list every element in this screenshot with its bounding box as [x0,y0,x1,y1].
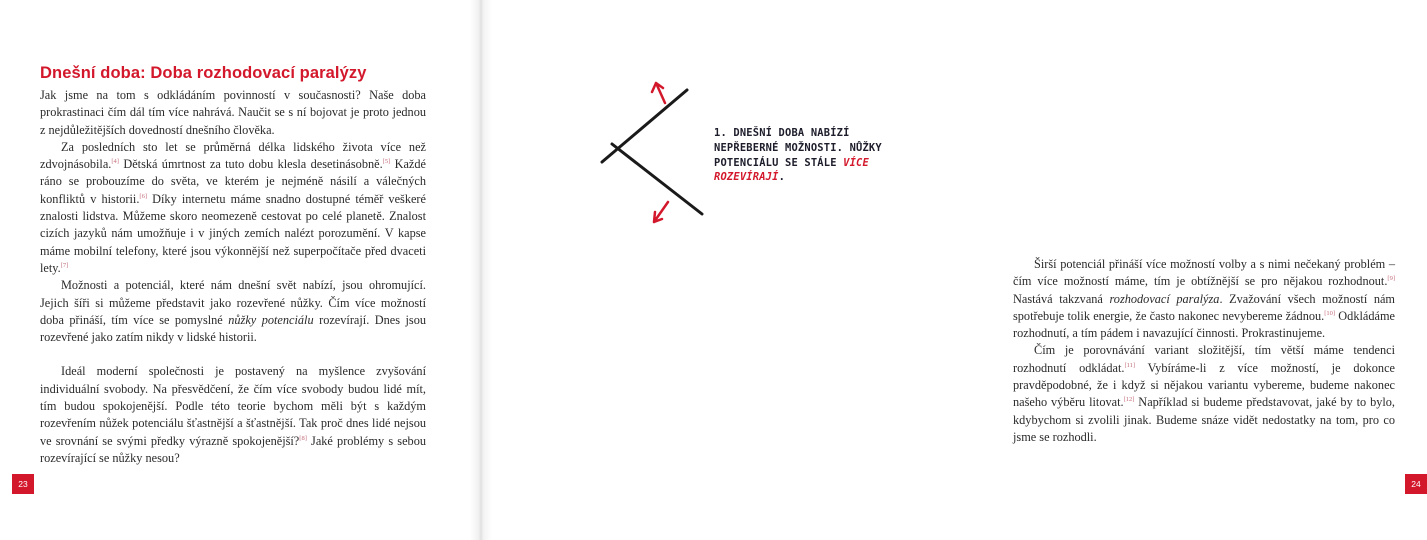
page-number-right: 24 [1405,474,1427,494]
footnote-ref[interactable]: [10] [1324,309,1336,317]
paragraph: Za posledních sto let se průměrná délka lidského života více než zdvojnásobila.[4] Dětská úmrtnost za tuto dobu klesla desetinásobně.[5] Každé ráno se probouzíme do světa, ve kterém je nejméně násilí a válečných konfliktů v historii.[6] Díky internetu máme snadno dostupné téměř veškeré znalosti lidstva. Můžeme skoro neomezeně cestovat po celé planetě. Znalost cizích jazyků nám umožňuje i v jiných zemích nalézt porozumění. V kapse máme mobilní telefony, které jsou výkonnější než superpočítače před dvaceti lety.[7] [40,139,427,275]
diagram-caption: 1. DNEŠNÍ DOBA NABÍZÍ NEPŘEBERNÉ MOŽNOSTI. NŮŽKY POTENCIÁLU SE STÁLE VÍCE ROZEVÍRAJÍ. [714,127,882,184]
arrow-up-icon [652,83,665,103]
book-spine [470,0,492,540]
paragraph: Ideál moderní společnosti je postavený na myšlence zvyšování individuální svobody. Na přesvědčení, že čím více svobody budou lidé mít, tím budou spokojenější. Podle této teorie bychom měli být s každým rozevřením nůžek potenciálu šťastnější a šťastnější. Tak proč dnes lidé nejsou ve srovnání se svými předky výrazně spokojenější?[8] Jaké problémy s sebou rozevírající se nůžky nesou? [40,364,426,465]
paragraph: Jak jsme na tom s odkládáním povinností v současnosti? Naše doba prokrastinaci čím dál tím více nahrává. Naučit se s ní bojovat je proto jednou z nejdůležitějších dovedností dnešního člověka. [40,88,426,137]
footnote-ref[interactable]: [6] [139,192,147,200]
footnote-ref[interactable]: [4] [111,158,119,166]
right-page [480,0,1421,540]
paragraph: Možnosti a potenciál, které nám dnešní svět nabízí, jsou ohromující. Jejich šíři si můžeme představit jako rozevřené nůžky. Čím více možností doba přináší, tím více se pomyslné nůžky potenciálu rozevírají. Dnes jsou rozevřené jako zatím nikdy v lidské historii. [40,278,426,345]
paragraph: Širší potenciál přináší více možností volby a s nimi nečekaný problém – čím více možností máme, tím je obtížnější se pro nějakou rozhodnout.[9] Nastává takzvaná rozhodovací paralýza. Zvažování všech možností nám spotřebuje tolik energie, že často nakonec nevybereme žádnou.[10] Odkládáme rozhodnutí, a tím pádem i navazující činnosti. Prokrastinujeme. [1013,257,1395,341]
chapter-title: Dnešní doba: Doba rozhodovací paralýzy [40,64,367,82]
footnote-ref[interactable]: [12] [1123,396,1135,404]
footnote-ref[interactable]: [8] [299,434,307,442]
scissors-diagram [590,70,710,240]
footnote-ref[interactable]: [7] [60,261,69,269]
footnote-ref[interactable]: [9] [1387,275,1395,283]
left-body-text [40,87,426,467]
scissors-blade-lower [612,144,702,214]
paragraph: Čím je porovnávání variant složitější, tím větší máme tendenci rozhodnutí odkládat.[11] Vybíráme-li z více možností, je dokonce pravděpodobné, že i když si nějakou variantu vybereme, budeme nakonec našeho výběru litovat.[12] Například si budeme představovat, jaké by to bylo, kdybychom si zvolili jinak. Budeme snáze vidět nedostatky na tom, pro co jsme se rozhodli. [1013,343,1396,444]
scissors-blade-upper [602,90,687,162]
footnote-ref[interactable]: [11] [1124,361,1136,369]
arrow-down-icon [654,202,668,222]
footnote-ref[interactable]: [5] [382,158,391,166]
page-number-left: 23 [12,474,34,494]
left-page [0,0,480,540]
right-body-text [1013,256,1395,446]
